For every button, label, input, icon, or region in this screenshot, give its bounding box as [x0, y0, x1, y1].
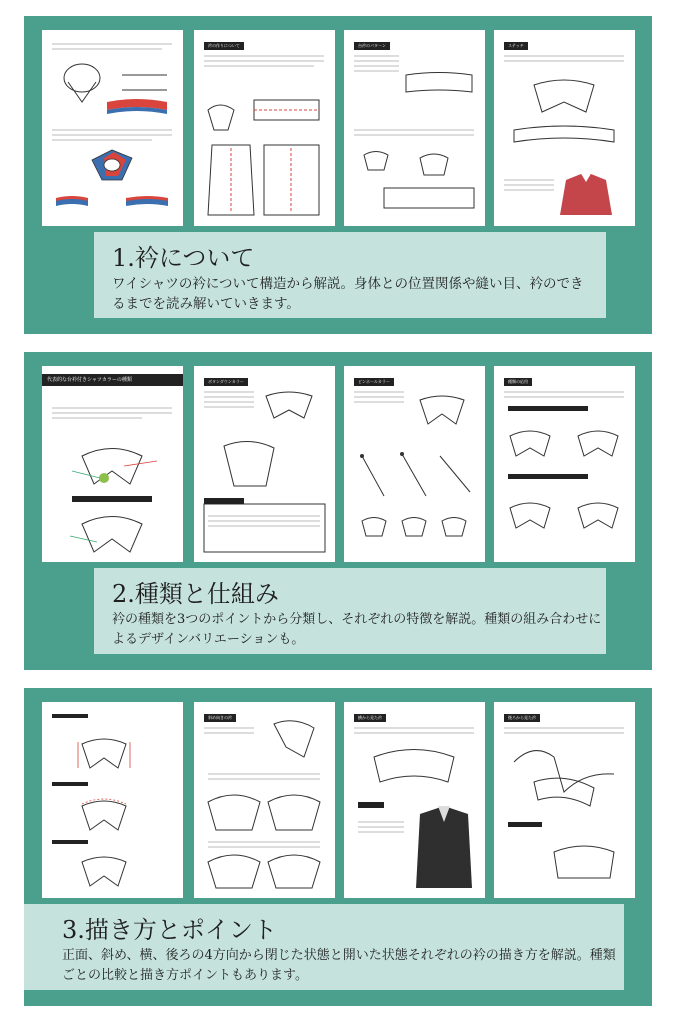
section-title: 1.衿について — [112, 244, 255, 272]
section-caption — [24, 904, 624, 990]
preview-page-1-3 — [344, 30, 485, 226]
preview-page-3-2 — [194, 702, 335, 898]
preview-page-1-1 — [42, 30, 183, 226]
page-header: ピンホールカラー — [354, 378, 394, 386]
collar-band-illustration — [344, 30, 485, 226]
back-view-illustration — [494, 702, 635, 898]
page-header: 代表的な台衿付きシャツカラーの種類 — [42, 374, 183, 386]
preview-page-2-2 — [194, 366, 335, 562]
page-header: 斜め向きの衿 — [204, 714, 236, 722]
page-header: 後ろから見た衿 — [504, 714, 540, 722]
preview-page-1-4 — [494, 30, 635, 226]
page-header: 衿の作りについて — [204, 42, 244, 50]
preview-page-3-4 — [494, 702, 635, 898]
preview-page-2-4 — [494, 366, 635, 562]
page-header: 横から見た衿 — [354, 714, 386, 722]
section-title: 2.種類と仕組み — [112, 580, 279, 608]
section-caption — [94, 568, 606, 654]
button-down-illustration — [194, 366, 335, 562]
page-header: 台衿のパターン — [354, 42, 390, 50]
pin-hole-illustration — [344, 366, 485, 562]
preview-page-3-3 — [344, 702, 485, 898]
angled-view-illustration — [194, 702, 335, 898]
collar-types-illustration — [42, 366, 183, 562]
preview-page-3-1 — [42, 702, 183, 898]
side-view-illustration — [344, 702, 485, 898]
page-header: ボタンダウンカラー — [204, 378, 248, 386]
preview-page-2-3 — [344, 366, 485, 562]
section-description: 正面、斜め、横、後ろの4方向から閉じた状態と開いた状態それぞれの衿の描き方を解説。種類ごとの比較と描き方ポイントもあります。 — [62, 948, 616, 983]
section-description: ワイシャツの衿について構造から解説。身体との位置関係や縫い目、衿のできるまでを読み解いていきます。 — [112, 276, 584, 312]
stitch-illustration — [494, 30, 635, 226]
section-drawing-points — [24, 688, 652, 1006]
section-collar-basics — [24, 16, 652, 334]
section-description: 衿の種類を3つのポイントから分類し、それぞれの特徴を解説。種類の組み合わせによるデザインバリエーションも。 — [112, 612, 602, 647]
collar-structure-illustration — [42, 30, 183, 226]
front-view-illustration — [42, 702, 183, 898]
preview-page-2-1 — [42, 366, 183, 562]
section-title: 3.描き方とポイント — [62, 916, 277, 944]
preview-page-1-2 — [194, 30, 335, 226]
variations-illustration — [494, 366, 635, 562]
section-collar-types — [24, 352, 652, 670]
shirt-pattern-illustration — [194, 30, 335, 226]
page-header: 種類の応用 — [504, 378, 532, 386]
page-header: ステッチ — [504, 42, 528, 50]
section-caption — [94, 232, 606, 318]
